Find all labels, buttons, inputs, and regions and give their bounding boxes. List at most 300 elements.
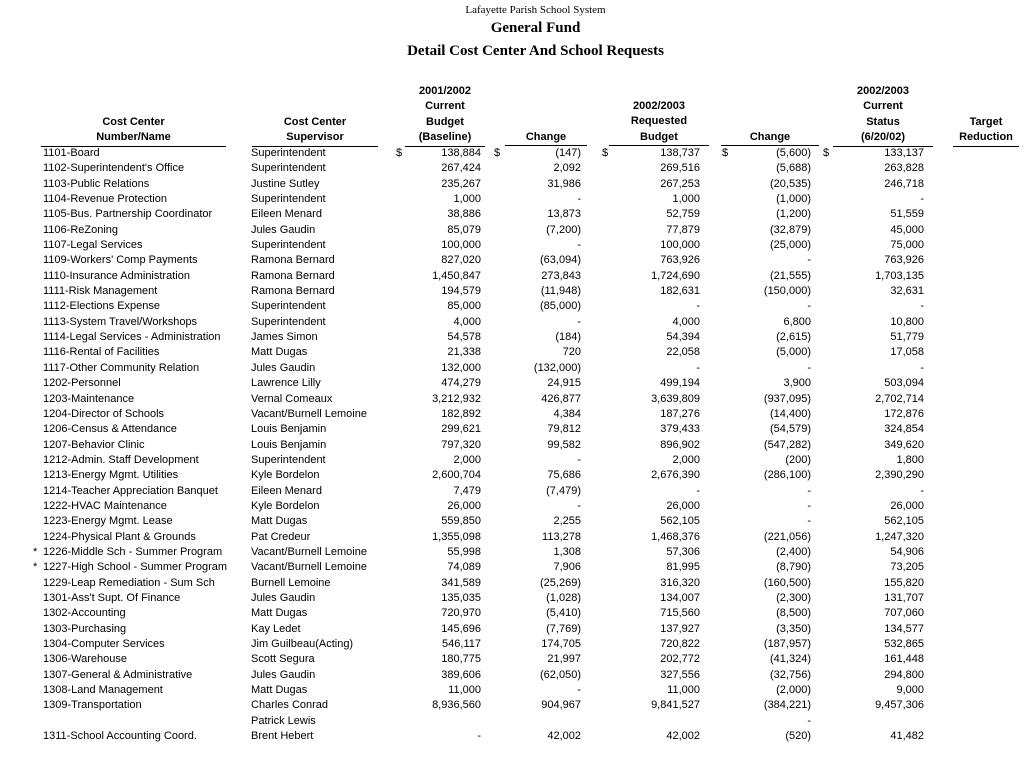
baseline-budget: 182,892 xyxy=(441,407,481,420)
table-row xyxy=(0,299,1024,314)
requested-budget: 2,000 xyxy=(672,453,700,466)
requested-budget: 42,002 xyxy=(666,730,700,743)
status-change-value: (14,400) xyxy=(770,407,811,420)
change-value: 24,915 xyxy=(547,377,581,390)
baseline-budget: 797,320 xyxy=(441,438,481,451)
baseline-budget: 559,850 xyxy=(441,515,481,528)
status-change-value: (286,100) xyxy=(763,469,811,482)
requested-budget: 2,676,390 xyxy=(651,469,700,482)
requested-budget: 316,320 xyxy=(660,576,700,589)
requested-budget: 1,468,376 xyxy=(651,530,700,543)
baseline-budget: 194,579 xyxy=(441,285,481,298)
current-status-value: - xyxy=(920,484,924,497)
cost-center-name: 1112-Elections Expense xyxy=(43,300,160,313)
baseline-budget: 1,000 xyxy=(453,193,481,206)
requested-budget: 100,000 xyxy=(660,239,700,252)
table-row xyxy=(0,269,1024,284)
baseline-budget: 8,936,560 xyxy=(432,699,481,712)
requested-budget: 137,927 xyxy=(660,622,700,635)
status-change-value: (2,300) xyxy=(776,591,811,604)
supervisor-name: Ramona Bernard xyxy=(251,269,335,282)
baseline-budget: 100,000 xyxy=(441,239,481,252)
table-row xyxy=(0,253,1024,268)
requested-budget: 1,724,690 xyxy=(651,269,700,282)
supervisor-name: Louis Benjamin xyxy=(251,438,327,451)
baseline-budget: 474,279 xyxy=(441,377,481,390)
requested-budget: 562,105 xyxy=(660,515,700,528)
change-value: (1,028) xyxy=(546,591,581,604)
requested-budget: 52,759 xyxy=(666,208,700,221)
status-change-value: (2,400) xyxy=(776,545,811,558)
cost-center-name: 1110-Insurance Administration xyxy=(43,269,190,282)
cost-center-name: 1109-Workers' Comp Payments xyxy=(43,254,198,267)
requested-budget: 327,556 xyxy=(660,668,700,681)
status-change-value: 6,800 xyxy=(783,315,811,328)
requested-budget: 81,995 xyxy=(666,561,700,574)
table-row xyxy=(0,192,1024,207)
current-status-value: - xyxy=(920,300,924,313)
current-status-value: 532,865 xyxy=(884,638,924,650)
supervisor-name: Scott Segura xyxy=(251,653,315,666)
change-value: (25,269) xyxy=(540,576,581,589)
baseline-budget: 827,020 xyxy=(441,254,481,267)
status-change-value: (2,615) xyxy=(776,331,811,344)
table-row xyxy=(0,499,1024,514)
change-value: (85,000) xyxy=(540,300,581,313)
requested-budget: 4,000 xyxy=(672,315,700,328)
supervisor-name: Jim Guilbeau(Acting) xyxy=(251,638,354,650)
baseline-budget: 720,970 xyxy=(441,607,481,620)
table-row xyxy=(0,146,1024,161)
requested-budget: 896,902 xyxy=(660,438,700,451)
table-row xyxy=(0,652,1024,667)
supervisor-name: Burnell Lemoine xyxy=(251,576,331,589)
cost-center-name: 1111-Risk Management xyxy=(43,285,158,298)
baseline-budget: 389,606 xyxy=(441,668,481,681)
cost-center-name: 1105-Bus. Partnership Coordinator xyxy=(43,208,213,221)
change-value: - xyxy=(577,239,581,252)
cost-center-name: 1202-Personnel xyxy=(43,377,121,390)
table-row xyxy=(0,284,1024,299)
supervisor-name: Louis Benjamin xyxy=(251,423,327,436)
status-change-value: (8,790) xyxy=(776,561,811,574)
supervisor-name: Matt Dugas xyxy=(251,515,308,528)
supervisor-name: Pat Credeur xyxy=(251,530,311,543)
table-row xyxy=(0,422,1024,437)
change-value: - xyxy=(577,453,581,466)
cost-center-name: 1102-Superintendent's Office xyxy=(43,162,185,175)
baseline-budget: 267,424 xyxy=(441,162,481,175)
baseline-budget: 85,079 xyxy=(447,223,481,236)
status-change-value: (21,555) xyxy=(770,269,811,282)
current-status-value: 763,926 xyxy=(884,254,924,267)
requested-budget: 499,194 xyxy=(660,377,700,390)
change-value: 426,877 xyxy=(541,392,581,405)
current-status-value: 45,000 xyxy=(890,223,924,236)
cost-center-name: 1203-Maintenance xyxy=(43,392,135,405)
requested-budget: 57,306 xyxy=(666,545,700,558)
requested-budget: 763,926 xyxy=(660,254,700,267)
current-status-value: 54,906 xyxy=(890,545,924,558)
requested-budget: 3,639,809 xyxy=(651,392,700,405)
status-change-value: (520) xyxy=(785,730,811,743)
status-change-value: - xyxy=(807,714,811,727)
change-value: 79,812 xyxy=(547,423,581,436)
current-status-value: 349,620 xyxy=(884,438,924,451)
status-change-value: (8,500) xyxy=(776,607,811,620)
current-status-value: 2,390,290 xyxy=(875,469,924,482)
col-header-change-1: Change xyxy=(505,130,587,146)
table-row xyxy=(0,530,1024,545)
cost-center-name: 1306-Warehouse xyxy=(43,653,127,666)
dollar-sign: $ xyxy=(602,147,609,159)
cost-center-name: 1106-ReZoning xyxy=(43,223,119,236)
change-value: 174,705 xyxy=(541,638,581,650)
report-title: General Fund xyxy=(490,20,581,36)
current-status-value: 1,247,320 xyxy=(875,530,924,543)
current-status-value: 263,828 xyxy=(884,162,924,175)
cost-center-name: 1227-High School - Summer Program xyxy=(43,561,228,574)
baseline-budget: 85,000 xyxy=(447,300,481,313)
baseline-budget: 235,267 xyxy=(441,177,481,190)
table-row xyxy=(0,606,1024,621)
table-row xyxy=(0,576,1024,591)
supervisor-name: Eileen Menard xyxy=(251,208,322,221)
cost-center-name: 1107-Legal Services xyxy=(43,239,143,252)
baseline-budget: 2,600,704 xyxy=(432,469,481,482)
asterisk-marker: * xyxy=(33,545,38,558)
status-change-value: - xyxy=(807,300,811,313)
change-value: 2,092 xyxy=(553,162,581,175)
supervisor-name: Kyle Bordelon xyxy=(251,499,320,512)
status-change-value: (32,756) xyxy=(770,668,811,681)
change-value: - xyxy=(577,499,581,512)
table-row xyxy=(0,238,1024,253)
current-status-value: 73,205 xyxy=(890,561,924,574)
requested-budget: 720,822 xyxy=(660,638,700,650)
supervisor-name: Superintendent xyxy=(251,453,326,466)
table-row xyxy=(0,668,1024,683)
table-row xyxy=(0,560,1024,575)
baseline-budget: - xyxy=(477,730,481,743)
status-change-value: (54,579) xyxy=(770,423,811,436)
current-status-value: 707,060 xyxy=(884,607,924,620)
change-value: 31,986 xyxy=(547,177,581,190)
supervisor-name: Matt Dugas xyxy=(251,607,308,620)
requested-budget: - xyxy=(696,300,700,313)
cost-center-name: 1226-Middle Sch - Summer Program xyxy=(43,545,223,558)
cost-center-name: 1309-Transportation xyxy=(43,699,142,712)
cost-center-name: 1116-Rental of Facilities xyxy=(43,346,160,359)
table-row xyxy=(0,315,1024,330)
change-value: (184) xyxy=(555,331,581,344)
supervisor-name: Charles Conrad xyxy=(251,699,329,712)
cost-center-name: 1307-General & Administrative xyxy=(43,668,193,681)
baseline-budget: 546,117 xyxy=(442,638,481,650)
supervisor-name: Vacant/Burnell Lemoine xyxy=(251,407,367,420)
change-value: 21,997 xyxy=(547,653,581,666)
change-value: (63,094) xyxy=(540,254,581,267)
current-status-value: 9,000 xyxy=(896,684,924,697)
status-change-value: (5,688) xyxy=(776,162,811,175)
baseline-budget: 55,998 xyxy=(447,545,481,558)
cost-center-table xyxy=(0,146,1024,744)
change-value: 113,278 xyxy=(542,530,581,543)
current-status-value: 503,094 xyxy=(884,377,924,390)
supervisor-name: Superintendent xyxy=(251,147,326,159)
current-status-value: 246,718 xyxy=(884,177,924,190)
current-status-value: 1,800 xyxy=(896,453,924,466)
status-change-value: - xyxy=(807,499,811,512)
table-row xyxy=(0,622,1024,637)
cost-center-name: 1222-HVAC Maintenance xyxy=(43,499,167,512)
change-value: (62,050) xyxy=(540,668,581,681)
current-status-value: 51,559 xyxy=(890,208,924,221)
current-status-value: 9,457,306 xyxy=(875,699,924,712)
baseline-budget: 299,621 xyxy=(441,423,481,436)
status-change-value: (25,000) xyxy=(770,239,811,252)
dollar-sign: $ xyxy=(494,147,501,159)
status-change-value: (221,056) xyxy=(763,530,811,543)
col-header-status: 2002/2003 Current Status (6/20/02) xyxy=(833,84,933,147)
change-value: (7,200) xyxy=(546,223,581,236)
supervisor-name: Jules Gaudin xyxy=(251,361,316,374)
table-row xyxy=(0,729,1024,744)
supervisor-name: Brent Hebert xyxy=(251,730,314,743)
status-change-value: (20,535) xyxy=(770,177,811,190)
table-row xyxy=(0,407,1024,422)
change-value: 7,906 xyxy=(553,561,581,574)
baseline-budget: 1,450,847 xyxy=(432,269,481,282)
supervisor-name: Jules Gaudin xyxy=(251,591,316,604)
dollar-sign: $ xyxy=(823,147,830,159)
status-change-value: (41,324) xyxy=(770,653,811,666)
baseline-budget: 138,884 xyxy=(441,147,481,159)
table-row xyxy=(0,545,1024,560)
change-value: (7,769) xyxy=(546,622,581,635)
requested-budget: 11,000 xyxy=(667,684,700,697)
requested-budget: 54,394 xyxy=(666,331,700,344)
supervisor-name: Patrick Lewis xyxy=(251,714,316,727)
baseline-budget: 4,000 xyxy=(453,315,481,328)
cost-center-name: 1212-Admin. Staff Development xyxy=(43,453,199,466)
baseline-budget: 2,000 xyxy=(453,453,481,466)
baseline-budget: 26,000 xyxy=(447,499,481,512)
supervisor-name: Superintendent xyxy=(251,193,326,206)
requested-budget: - xyxy=(696,484,700,497)
requested-budget: 267,253 xyxy=(660,177,700,190)
supervisor-name: Vacant/Burnell Lemoine xyxy=(251,561,367,574)
supervisor-name: Lawrence Lilly xyxy=(251,377,321,390)
change-value: 1,308 xyxy=(553,545,581,558)
baseline-budget: 180,775 xyxy=(441,653,481,666)
table-row xyxy=(0,330,1024,345)
cost-center-name: 1301-Ass't Supt. Of Finance xyxy=(43,591,181,604)
current-status-value: 51,779 xyxy=(890,331,924,344)
status-change-value: (160,500) xyxy=(763,576,811,589)
current-status-value: 2,702,714 xyxy=(875,392,924,405)
cost-center-name: 1229-Leap Remediation - Sum Sch xyxy=(43,576,215,589)
supervisor-name: Vacant/Burnell Lemoine xyxy=(251,545,367,558)
current-status-value: 134,577 xyxy=(884,622,924,635)
table-row xyxy=(0,161,1024,176)
col-header-requested-budget: 2002/2003 Requested Budget xyxy=(609,99,709,146)
current-status-value: 32,631 xyxy=(890,285,924,298)
table-row xyxy=(0,376,1024,391)
status-change-value: (200) xyxy=(785,453,811,466)
status-change-value: - xyxy=(807,254,811,267)
current-status-value: 75,000 xyxy=(890,239,924,252)
supervisor-name: Matt Dugas xyxy=(251,684,308,697)
cost-center-name: 1206-Census & Attendance xyxy=(43,423,177,436)
supervisor-name: Jules Gaudin xyxy=(251,223,316,236)
change-value: (147) xyxy=(555,147,581,159)
change-value: (11,948) xyxy=(540,285,581,298)
baseline-budget: 21,338 xyxy=(447,346,481,359)
cost-center-name: 1104-Revenue Protection xyxy=(43,193,167,206)
supervisor-name: Justine Sutley xyxy=(251,177,320,190)
supervisor-name: Eileen Menard xyxy=(251,484,322,497)
supervisor-name: Vernal Comeaux xyxy=(251,392,333,405)
status-change-value: (547,282) xyxy=(763,438,811,451)
change-value: 42,002 xyxy=(547,730,581,743)
cost-center-name: 1302-Accounting xyxy=(43,607,126,620)
change-value: 4,384 xyxy=(553,407,581,420)
change-value: - xyxy=(577,315,581,328)
status-change-value: (150,000) xyxy=(763,285,811,298)
requested-budget: 9,841,527 xyxy=(651,699,700,712)
table-row xyxy=(0,392,1024,407)
table-row xyxy=(0,223,1024,238)
supervisor-name: Superintendent xyxy=(251,300,326,313)
requested-budget: 202,772 xyxy=(660,653,700,666)
cost-center-name: 1303-Purchasing xyxy=(43,622,127,635)
supervisor-name: Jules Gaudin xyxy=(251,668,316,681)
current-status-value: - xyxy=(920,361,924,374)
requested-budget: 182,631 xyxy=(660,285,700,298)
baseline-budget: 74,089 xyxy=(447,561,481,574)
table-row xyxy=(0,683,1024,698)
status-change-value: (5,600) xyxy=(776,147,811,159)
supervisor-name: Matt Dugas xyxy=(251,346,308,359)
status-change-value: (1,000) xyxy=(776,193,811,206)
baseline-budget: 54,578 xyxy=(447,331,481,344)
baseline-budget: 1,355,098 xyxy=(432,530,481,543)
baseline-budget: 11,000 xyxy=(448,684,481,697)
dollar-sign: $ xyxy=(396,147,403,159)
cost-center-name: 1113-System Travel/Workshops xyxy=(43,315,198,328)
cost-center-name: 1308-Land Management xyxy=(43,684,163,697)
status-change-value: - xyxy=(807,484,811,497)
organization-name: Lafayette Parish School System xyxy=(465,4,606,16)
cost-center-name: 1103-Public Relations xyxy=(43,177,150,190)
baseline-budget: 132,000 xyxy=(441,361,481,374)
supervisor-name: Ramona Bernard xyxy=(251,254,335,267)
requested-budget: 269,516 xyxy=(660,162,700,175)
table-row xyxy=(0,438,1024,453)
change-value: - xyxy=(577,684,581,697)
table-row xyxy=(0,453,1024,468)
current-status-value: 172,876 xyxy=(884,407,924,420)
status-change-value: - xyxy=(807,515,811,528)
status-change-value: (32,879) xyxy=(770,223,811,236)
dollar-sign: $ xyxy=(722,147,729,159)
asterisk-marker: * xyxy=(33,561,38,574)
requested-budget: 77,879 xyxy=(666,223,700,236)
status-change-value: (937,095) xyxy=(763,392,811,405)
current-status-value: 133,137 xyxy=(884,147,924,159)
cost-center-name: 1213-Energy Mgmt. Utilities xyxy=(43,469,179,482)
baseline-budget: 7,479 xyxy=(453,484,481,497)
cost-center-name: 1114-Legal Services - Administration xyxy=(43,331,221,344)
supervisor-name: Superintendent xyxy=(251,315,326,328)
requested-budget: 22,058 xyxy=(666,346,700,359)
change-value: 273,843 xyxy=(541,269,581,282)
col-header-change-2: Change xyxy=(721,130,819,146)
supervisor-name: Superintendent xyxy=(251,239,326,252)
current-status-value: 161,448 xyxy=(884,653,924,666)
baseline-budget: 135,035 xyxy=(441,591,481,604)
requested-budget: 1,000 xyxy=(672,193,700,206)
current-status-value: 155,820 xyxy=(884,576,924,589)
status-change-value: (187,957) xyxy=(763,638,811,650)
current-status-value: 41,482 xyxy=(890,730,924,743)
cost-center-name: 1224-Physical Plant & Grounds xyxy=(43,530,196,543)
status-change-value: (384,221) xyxy=(763,699,811,712)
cost-center-name: 1207-Behavior Clinic xyxy=(43,438,145,451)
baseline-budget: 341,589 xyxy=(441,576,481,589)
current-status-value: 131,707 xyxy=(884,591,924,604)
supervisor-name: Kyle Bordelon xyxy=(251,469,320,482)
col-header-budget-2001: 2001/2002 Current Budget (Baseline) xyxy=(405,84,485,147)
requested-budget: 379,433 xyxy=(660,423,700,436)
change-value: 904,967 xyxy=(541,699,581,712)
change-value: - xyxy=(577,193,581,206)
table-row xyxy=(0,177,1024,192)
current-status-value: 294,800 xyxy=(884,668,924,681)
table-row xyxy=(0,484,1024,499)
cost-center-name: 1311-School Accounting Coord. xyxy=(43,730,197,743)
change-value: (7,479) xyxy=(546,484,581,497)
requested-budget: 187,276 xyxy=(660,407,700,420)
change-value: 13,873 xyxy=(547,208,581,221)
baseline-budget: 3,212,932 xyxy=(432,392,481,405)
table-row xyxy=(0,361,1024,376)
requested-budget: - xyxy=(696,361,700,374)
col-header-cost-center: Cost Center Number/Name xyxy=(41,115,226,147)
supervisor-name: James Simon xyxy=(251,331,318,344)
status-change-value: (3,350) xyxy=(776,622,811,635)
table-row xyxy=(0,345,1024,360)
status-change-value: (2,000) xyxy=(776,684,811,697)
col-header-target-reduction: Target Reduction xyxy=(953,115,1019,147)
current-status-value: 10,800 xyxy=(890,315,924,328)
status-change-value: (5,000) xyxy=(776,346,811,359)
change-value: 99,582 xyxy=(547,438,581,451)
current-status-value: - xyxy=(920,193,924,206)
table-row xyxy=(0,637,1024,652)
baseline-budget: 38,886 xyxy=(447,208,481,221)
requested-budget: 138,737 xyxy=(660,147,700,159)
requested-budget: 26,000 xyxy=(666,499,700,512)
change-value: 2,255 xyxy=(553,515,581,528)
current-status-value: 324,854 xyxy=(884,423,924,436)
cost-center-name: 1214-Teacher Appreciation Banquet xyxy=(43,484,218,497)
current-status-value: 17,058 xyxy=(890,346,924,359)
requested-budget: 715,560 xyxy=(660,607,700,620)
change-value: 75,686 xyxy=(547,469,581,482)
cost-center-name: 1304-Computer Services xyxy=(43,638,165,650)
